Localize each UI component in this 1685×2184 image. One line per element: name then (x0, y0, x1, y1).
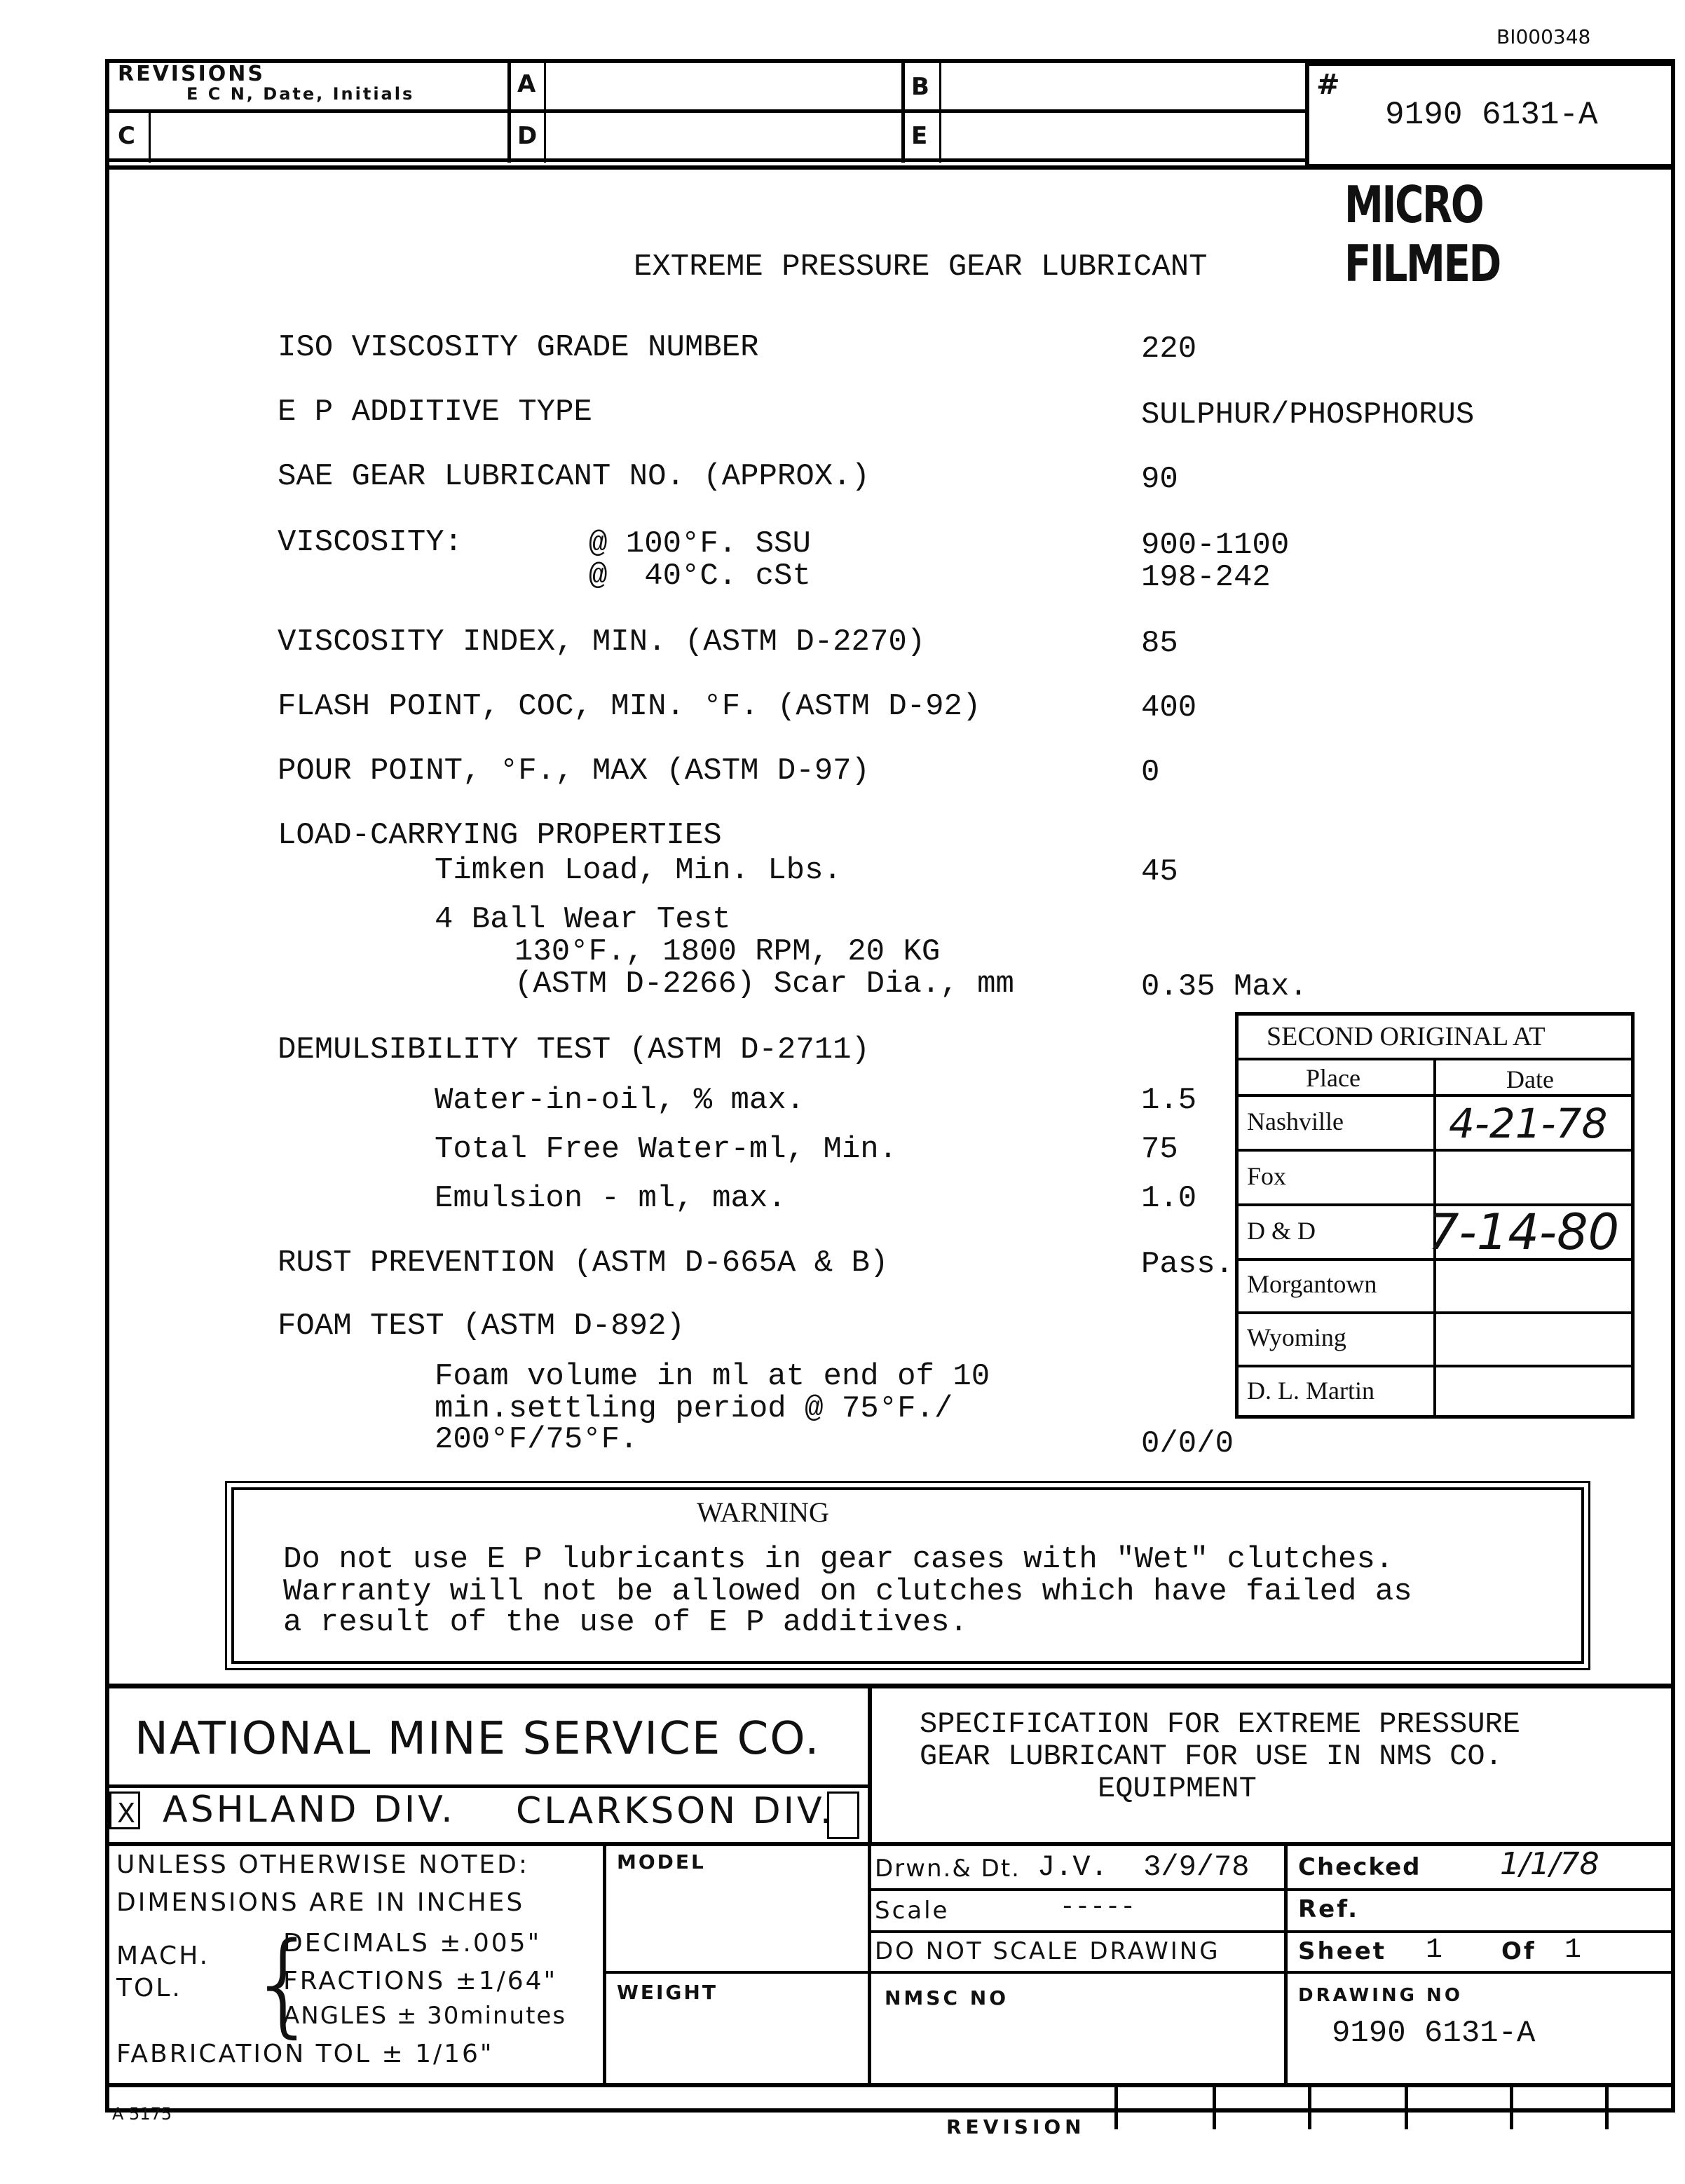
spec-ep-value: SULPHUR/PHOSPHORUS (1141, 397, 1475, 432)
fractions-tol: FRACTIONS ±1/64" (283, 1967, 558, 1995)
revision-slot-e: E (911, 122, 928, 150)
sheet-label: Sheet (1298, 1937, 1387, 1965)
nmsc-label: NMSC NO (885, 1986, 1009, 2009)
foam-line1: Foam volume in ml at end of 10 (435, 1359, 990, 1394)
company-name: NATIONAL MINE SERVICE CO. (135, 1713, 821, 1765)
sheet-number: 1 (1426, 1934, 1443, 1966)
revisions-block (109, 60, 1305, 163)
decimals-tol: DECIMALS ±.005" (283, 1929, 542, 1958)
load-ball2: 130°F., 1800 RPM, 20 KG (514, 934, 941, 969)
model-label: MODEL (617, 1850, 706, 1874)
spec-viscosity-value1: 900-1100 (1141, 528, 1290, 563)
load-ball1: 4 Ball Wear Test (435, 902, 731, 937)
date-row-3: 7-14-80 (1428, 1203, 1620, 1261)
spec-ep-label: E P ADDITIVE TYPE (278, 395, 592, 430)
load-timken: Timken Load, Min. Lbs. (435, 853, 842, 888)
warning-title: WARNING (697, 1496, 829, 1528)
spec-vi-label: VISCOSITY INDEX, MIN. (ASTM D-2270) (278, 625, 926, 660)
spec-viscosity-sub1: @ 100°F. SSU (589, 526, 811, 561)
clarkson-division: CLARKSON DIV. (516, 1790, 835, 1832)
spec-viscosity-sub2: @ 40°C. cSt (589, 559, 811, 594)
demuls-row-1-value: 1.5 (1141, 1083, 1197, 1118)
demuls-row-1-label: Water-in-oil, % max. (435, 1083, 805, 1118)
checked-value: 1/1/78 (1500, 1846, 1599, 1882)
document-id: BI000348 (1496, 25, 1591, 48)
drawing-no-value: 9190 6131-A (1332, 2016, 1536, 2051)
load-ball3: (ASTM D-2266) Scar Dia., mm (514, 967, 1014, 1002)
spec-vi-value: 85 (1141, 626, 1178, 661)
place-row-4: Morgantown (1247, 1270, 1377, 1298)
revision-footer: REVISION (946, 2115, 1086, 2138)
hash-mark: # (1316, 69, 1340, 101)
foam-value: 0/0/0 (1141, 1426, 1234, 1461)
spec-sae-value: 90 (1141, 462, 1178, 497)
drawn-label: Drwn.& Dt. (875, 1855, 1021, 1883)
sheet-total: 1 (1564, 1934, 1582, 1966)
spec-flash-label: FLASH POINT, COC, MIN. °F. (ASTM D-92) (278, 689, 981, 724)
dimensions-inches: DIMENSIONS ARE IN INCHES (116, 1888, 525, 1917)
mach-label: MACH. (116, 1941, 210, 1970)
micro-filmed-stamp: MICRO FILMED (1344, 175, 1500, 293)
load-timken-value: 45 (1141, 854, 1178, 889)
unless-noted: UNLESS OTHERWISE NOTED: (116, 1850, 530, 1879)
scale-label: Scale (875, 1897, 950, 1925)
second-original-table (1235, 1012, 1635, 1419)
warning-line-1: Do not use E P lubricants in gear cases with "Wet" clutches. (283, 1542, 1394, 1577)
ashland-checkbox[interactable] (109, 1791, 140, 1829)
place-row-2: Fox (1247, 1162, 1287, 1190)
place-row-6: D. L. Martin (1247, 1377, 1374, 1405)
clarkson-checkbox[interactable] (827, 1791, 859, 1839)
col-place-header: Place (1306, 1064, 1360, 1092)
ashland-division: ASHLAND DIV. (163, 1789, 456, 1831)
drawing-no-label: DRAWING NO (1298, 1985, 1463, 2006)
spec-sae-label: SAE GEAR LUBRICANT NO. (APPROX.) (278, 459, 870, 494)
foam-line2: min.settling period @ 75°F./ (435, 1391, 953, 1426)
tol-label: TOL. (116, 1974, 182, 2002)
warning-box (231, 1487, 1584, 1664)
place-row-5: Wyoming (1247, 1323, 1346, 1351)
foam-line3: 200°F/75°F. (435, 1422, 639, 1457)
demuls-row-2-value: 75 (1141, 1132, 1178, 1167)
spec-title-line-2: GEAR LUBRICANT FOR USE IN NMS CO. (920, 1740, 1503, 1773)
drawing-number-top: 9190 6131-A (1385, 97, 1598, 133)
revision-slot-d: D (517, 122, 538, 150)
fabrication-tol: FABRICATION TOL ± 1/16" (116, 2040, 494, 2068)
rust-value: Pass. (1141, 1247, 1234, 1282)
place-row-3: D & D (1247, 1217, 1316, 1245)
ref-label: Ref. (1298, 1895, 1360, 1923)
spec-iso-value: 220 (1141, 332, 1197, 367)
demuls-label: DEMULSIBILITY TEST (ASTM D-2711) (278, 1032, 870, 1067)
weight-label: WEIGHT (617, 1981, 718, 2004)
scale-value: ----- (1060, 1892, 1136, 1921)
ashland-checkbox-mark: X (117, 1798, 136, 1829)
rust-label: RUST PREVENTION (ASTM D-665A & B) (278, 1245, 889, 1281)
spec-title-line-1: SPECIFICATION FOR EXTREME PRESSURE (920, 1707, 1520, 1741)
spec-viscosity-value2: 198-242 (1141, 560, 1271, 595)
do-not-scale: DO NOT SCALE DRAWING (875, 1937, 1220, 1965)
spec-pour-value: 0 (1141, 755, 1160, 790)
revision-slot-b: B (911, 73, 929, 101)
revision-slot-a: A (517, 70, 536, 98)
spec-pour-label: POUR POINT, °F., MAX (ASTM D-97) (278, 753, 870, 789)
of-label: Of (1501, 1937, 1536, 1965)
page-title: EXTREME PRESSURE GEAR LUBRICANT (634, 250, 1208, 285)
demuls-row-3-value: 1.0 (1141, 1181, 1197, 1216)
demuls-row-2-label: Total Free Water-ml, Min. (435, 1132, 898, 1167)
spec-viscosity-label: VISCOSITY: (278, 525, 463, 560)
form-number: A 5175 (112, 2104, 172, 2124)
tolerance-brace: { (248, 1918, 320, 2049)
foam-label: FOAM TEST (ASTM D-892) (278, 1309, 685, 1344)
date-row-1: 4-21-78 (1449, 1100, 1608, 1147)
warning-line-3: a result of the use of E P additives. (283, 1605, 968, 1640)
drawing-number-box (1305, 62, 1675, 168)
load-label: LOAD-CARRYING PROPERTIES (278, 818, 722, 853)
drawn-value: J.V. 3/9/78 (1037, 1850, 1250, 1884)
second-original-title: SECOND ORIGINAL AT (1267, 1022, 1546, 1051)
spec-iso-label: ISO VISCOSITY GRADE NUMBER (278, 330, 759, 365)
angles-tol: ANGLES ± 30minutes (283, 2002, 567, 2030)
demuls-row-3-label: Emulsion - ml, max. (435, 1181, 786, 1216)
revision-slot-c: C (118, 122, 135, 150)
load-ball-value: 0.35 Max. (1141, 969, 1308, 1004)
warning-line-2: Warranty will not be allowed on clutches which have failed as (283, 1574, 1412, 1609)
revisions-label: REVISIONS (118, 62, 265, 86)
spec-title-line-3: EQUIPMENT (1098, 1772, 1257, 1806)
revisions-sublabel: E C N, Date, Initials (186, 84, 415, 104)
spec-flash-value: 400 (1141, 690, 1197, 725)
place-row-1: Nashville (1247, 1107, 1344, 1135)
col-date-header: Date (1506, 1065, 1554, 1093)
checked-label: Checked (1298, 1853, 1421, 1881)
